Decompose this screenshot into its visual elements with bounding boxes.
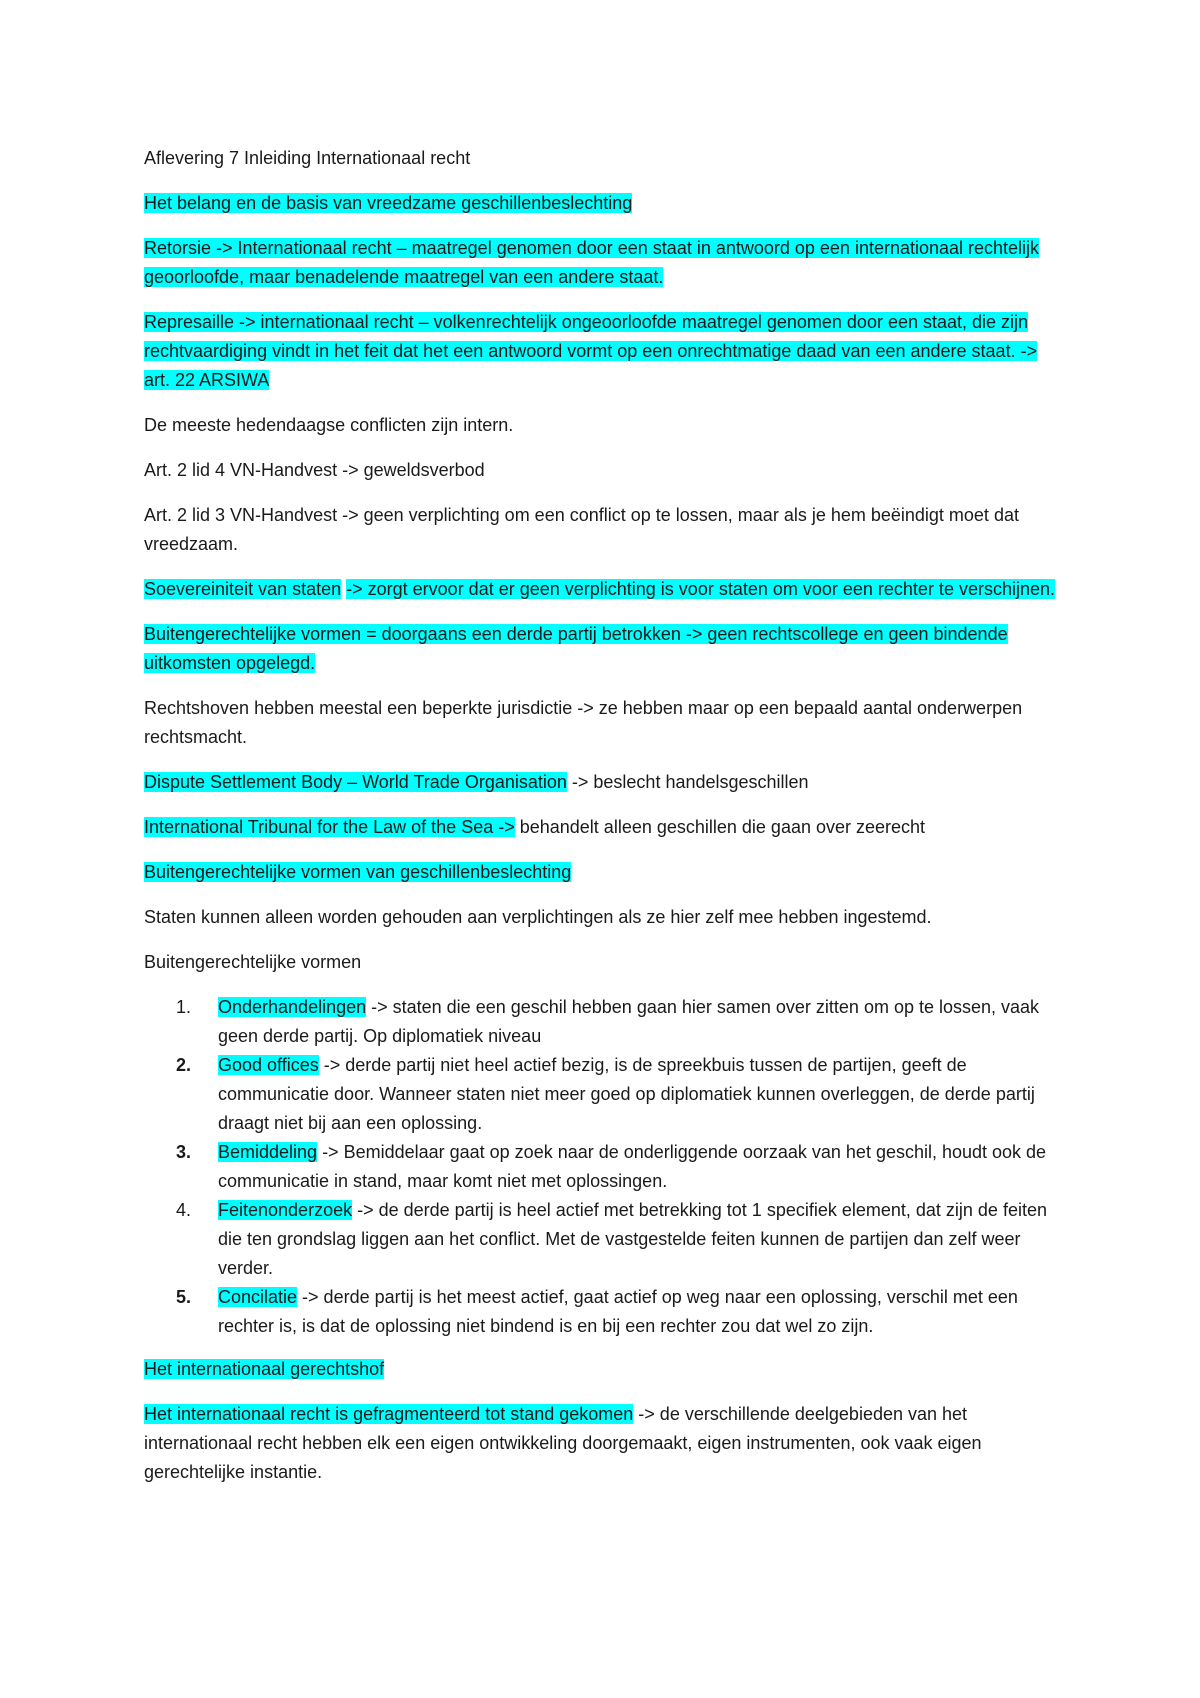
list-number: 2. (176, 1055, 192, 1075)
paragraph-retorsie (144, 234, 1064, 292)
paragraph-conflicten-intern: De meeste hedendaagse conflicten zijn intern. (144, 415, 514, 435)
document-title: Aflevering 7 Inleiding Internationaal recht (144, 148, 471, 168)
list-item-text: -> Bemiddelaar gaat op zoek naar de onderliggende oorzaak van het geschil, houdt ook de communicatie in stand, maar komt niet met oplossingen. (218, 1142, 1047, 1191)
highlighted-term: Dispute Settlement Body – World Trade Organisation (144, 772, 567, 792)
highlighted-term: Soevereiniteit van staten (144, 579, 342, 599)
paragraph-itlos: International Tribunal for the Law of the Sea -> behandelt alleen geschillen die gaan over zeerecht (144, 817, 926, 837)
highlighted-text: Het internationaal gerechtshof (144, 1359, 385, 1379)
list-number: 3. (176, 1142, 192, 1162)
list-item (144, 1138, 1064, 1196)
forms-list (144, 993, 1064, 1341)
paragraph-gefragmenteerd: Het internationaal recht is gefragmenteerd tot stand gekomen -> de verschillende deelgebieden van het internationaal recht hebben elk een eigen ontwikkeling doorgemaakt, eigen instrumenten, ook vaak eigen gerechtelijke instantie. (144, 1404, 982, 1482)
highlighted-text: Buitengerechtelijke vormen van geschillenbeslechting (144, 862, 572, 882)
paragraph-rechtshoven: Rechtshoven hebben meestal een beperkte jurisdictie -> ze hebben maar op een bepaald aantal onderwerpen rechtsmacht. (144, 698, 1023, 747)
list-item-text: -> de derde partij is heel actief met betrekking tot 1 specifiek element, dat zijn de feiten die ten grondslag liggen aan het conflict. Met de vastgestelde feiten kunnen de partijen dan zelf weer verder. (218, 1200, 1047, 1278)
paragraph-represaille (144, 308, 1064, 395)
list-item-text: -> derde partij niet heel actief bezig, is de spreekbuis tussen de partijen, geeft de communicatie door. Wanneer staten niet meer goed op diplomatiek kunnen overleggen, de derde partij draagt niet bij aan een oplossing. (218, 1055, 1035, 1133)
paragraph-art2-lid3: Art. 2 lid 3 VN-Handvest -> geen verplichting om een conflict op te lossen, maar als je hem beëindigt moet dat vreedzaam. (144, 505, 1019, 554)
heading-vreedzame-geschillenbeslechting (144, 189, 1064, 218)
list-item (144, 1196, 1064, 1283)
list-item-term: Concilatie (218, 1287, 298, 1307)
list-number: 4. (176, 1200, 192, 1220)
heading-internationaal-gerechtshof (144, 1355, 1064, 1384)
highlighted-text: Represaille -> internationaal recht – volkenrechtelijk ongeoorloofde maatregel genomen door een staat, die zijn rechtvaardiging vindt in het feit dat het een antwoord vormt op een onrechtmatige daad van een andere staat. -> art. 22 ARSIWA (144, 312, 1038, 390)
list-item-term: Good offices (218, 1055, 319, 1075)
paragraph-buitengerechtelijke-vormen: Buitengerechtelijke vormen (144, 952, 362, 972)
highlighted-text: -> zorgt ervoor dat er geen verplichting is voor staten om voor een rechter te verschijnen. (346, 579, 1055, 599)
highlighted-text: Het belang en de basis van vreedzame geschillenbeslechting (144, 193, 633, 213)
list-item-text: -> staten die een geschil hebben gaan hier samen over zitten om op te lossen, vaak geen derde partij. Op diplomatiek niveau (218, 997, 1040, 1046)
list-item (144, 1051, 1064, 1138)
heading-buitengerechtelijke-vormen (144, 858, 1064, 887)
paragraph-buitengerechtelijke-derde-partij (144, 620, 1064, 678)
list-item-term: Onderhandelingen (218, 997, 367, 1017)
highlighted-term: Het internationaal recht is gefragmenteerd tot stand gekomen (144, 1404, 634, 1424)
highlighted-term: International Tribunal for the Law of the Sea -> (144, 817, 515, 837)
highlighted-text: Retorsie -> Internationaal recht – maatregel genomen door een staat in antwoord op een internationaal rechtelijk geoorloofde, maar benadelende maatregel van een andere staat. (144, 238, 1040, 287)
list-item-term: Bemiddeling (218, 1142, 318, 1162)
list-item-term: Feitenonderzoek (218, 1200, 353, 1220)
paragraph-art2-lid4: Art. 2 lid 4 VN-Handvest -> geweldsverbod (144, 460, 485, 480)
highlighted-text: Buitengerechtelijke vormen = doorgaans een derde partij betrokken -> geen rechtscollege en geen bindende uitkomsten opgelegd. (144, 624, 1008, 673)
list-number: 1. (176, 997, 192, 1017)
paragraph-instemming: Staten kunnen alleen worden gehouden aan verplichtingen als ze hier zelf mee hebben ingestemd. (144, 907, 932, 927)
list-item-text: -> derde partij is het meest actief, gaat actief op weg naar een oplossing, verschil met een rechter is, is dat de oplossing niet bindend is en bij een rechter zou dat wel zo zijn. (218, 1287, 1018, 1336)
list-number: 5. (176, 1287, 192, 1307)
paragraph-soevereiniteit (144, 575, 1064, 604)
list-item (144, 993, 1064, 1051)
document-page (144, 144, 1064, 1503)
list-item (144, 1283, 1064, 1341)
paragraph-dispute-settlement-body: Dispute Settlement Body – World Trade Organisation -> beslecht handelsgeschillen (144, 772, 809, 792)
